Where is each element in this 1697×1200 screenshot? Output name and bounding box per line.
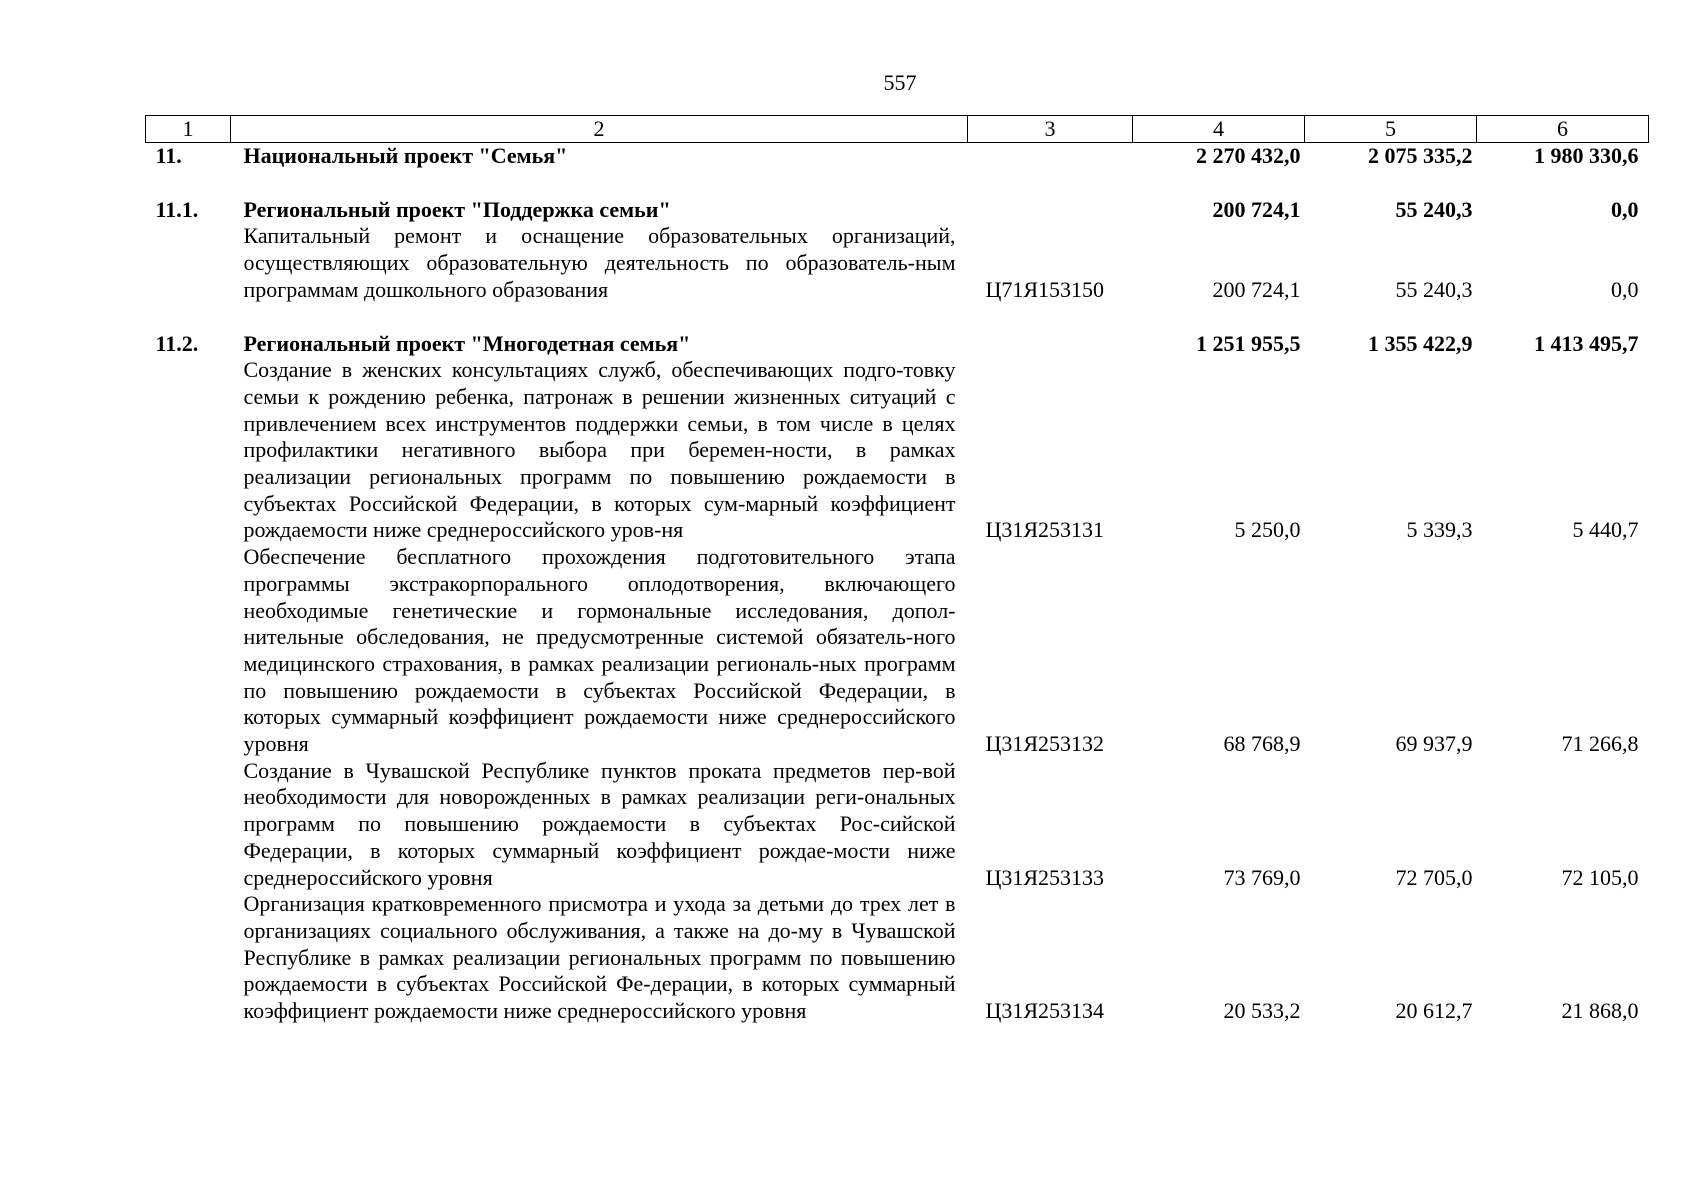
spacer-row	[146, 170, 1649, 197]
item-description: Организация кратковременного присмотра и ухода за детьми до трех лет в организациях социального обслуживания, а также на до-му в Чувашской Республике в рамках реализации региональных программ по повышению рождаемости в субъектах Российской Фе-дерации, в которых суммарный коэффициент рождаемости ниже среднероссийского уровня	[243, 891, 956, 1024]
item-value-6: 0,0	[1611, 276, 1639, 302]
item-value-4: 20 533,2	[1223, 998, 1301, 1024]
item-value-4: 200 724,1	[1212, 276, 1301, 302]
row-number: 11.1.	[155, 196, 199, 222]
item-code: Ц31Я253133	[985, 864, 1105, 890]
item-value-6: 71 266,8	[1561, 731, 1639, 757]
table-row	[146, 891, 1649, 1025]
budget-table	[145, 115, 1649, 1025]
table-header	[146, 116, 1649, 143]
table-row	[146, 758, 1649, 892]
spacer-row	[146, 304, 1649, 331]
regional-project-row	[146, 331, 1649, 358]
item-value-5: 55 240,3	[1395, 276, 1473, 302]
row-value-4: 1 251 955,5	[1196, 330, 1301, 356]
item-value-4: 73 769,0	[1223, 864, 1301, 890]
table-row	[146, 223, 1649, 303]
row-title: Региональный проект "Многодетная семья"	[243, 330, 691, 356]
item-code: Ц31Я253131	[985, 517, 1105, 543]
column-header-5: 5	[1305, 116, 1477, 143]
item-value-6: 72 105,0	[1561, 864, 1639, 890]
page-number: 557	[883, 70, 917, 95]
row-value-5: 55 240,3	[1395, 196, 1473, 222]
regional-project-row	[146, 197, 1649, 224]
item-description: Создание в женских консультациях служб, обеспечивающих подго-товку семьи к рождению ребенка, патронаж в решении жизненных ситуаций с привлечением всех инструментов поддержки семьи, в том числе в целях профилактики негативного выбора при беремен-ности, в рамках реализации региональных программ по повышению рождаемости в субъектах Российской Федерации, в которых сум-марный коэффициент рождаемости ниже среднероссийского уров-ня	[243, 357, 956, 543]
row-value-4: 200 724,1	[1212, 196, 1301, 222]
column-header-1: 1	[146, 116, 231, 143]
item-value-5: 20 612,7	[1395, 998, 1473, 1024]
item-description: Создание в Чувашской Республике пунктов проката предметов пер-вой необходимости для новорожденных в рамках реализации реги-ональных программ по повышению рождаемости в субъектах Рос-сийской Федерации, в которых суммарный коэффициент рождае-мости ниже среднероссийского уровня	[243, 757, 956, 890]
row-value-5: 1 355 422,9	[1368, 330, 1473, 356]
row-code	[968, 331, 1133, 358]
item-description: Обеспечение бесплатного прохождения подготовительного этапа программы экстракорпорального оплодотворения, включающего необходимые генетические и гормональные исследования, допол-нительные обследования, не предусмотренные системой обязатель-ного медицинского страхования, в рамках реализации региональ-ных программ по повышению рождаемости в субъектах Российской Федерации, в которых суммарный коэффициент рождаемости ниже среднероссийского уровня	[243, 544, 956, 757]
row-value-5: 2 075 335,2	[1368, 143, 1473, 168]
table-row	[146, 357, 1649, 544]
item-value-6: 5 440,7	[1572, 517, 1639, 543]
item-value-5: 72 705,0	[1395, 864, 1473, 890]
item-code: Ц31Я253134	[985, 998, 1105, 1024]
row-number: 11.2.	[155, 330, 199, 356]
row-code	[968, 197, 1133, 224]
row-number: 11.	[155, 143, 182, 168]
item-value-4: 68 768,9	[1223, 731, 1301, 757]
row-title: Национальный проект "Семья"	[243, 143, 568, 168]
item-code: Ц71Я153150	[985, 276, 1105, 302]
column-header-4: 4	[1133, 116, 1305, 143]
national-project-row	[146, 143, 1649, 170]
column-header-3: 3	[968, 116, 1133, 143]
item-code: Ц31Я253132	[985, 731, 1105, 757]
row-title: Региональный проект "Поддержка семьи"	[243, 196, 671, 222]
row-value-6: 1 413 495,7	[1534, 330, 1639, 356]
row-value-4: 2 270 432,0	[1196, 143, 1301, 168]
item-value-4: 5 250,0	[1234, 517, 1301, 543]
row-code	[968, 143, 1133, 170]
column-header-2: 2	[231, 116, 968, 143]
row-value-6: 0,0	[1611, 196, 1639, 222]
item-value-5: 69 937,9	[1395, 731, 1473, 757]
row-value-6: 1 980 330,6	[1534, 143, 1639, 168]
item-value-5: 5 339,3	[1406, 517, 1473, 543]
column-header-6: 6	[1477, 116, 1649, 143]
table-row	[146, 544, 1649, 758]
item-description: Капитальный ремонт и оснащение образовательных организаций, осуществляющих образовательную деятельность по образователь-ным программам дошкольного образования	[243, 223, 956, 302]
item-value-6: 21 868,0	[1561, 998, 1639, 1024]
